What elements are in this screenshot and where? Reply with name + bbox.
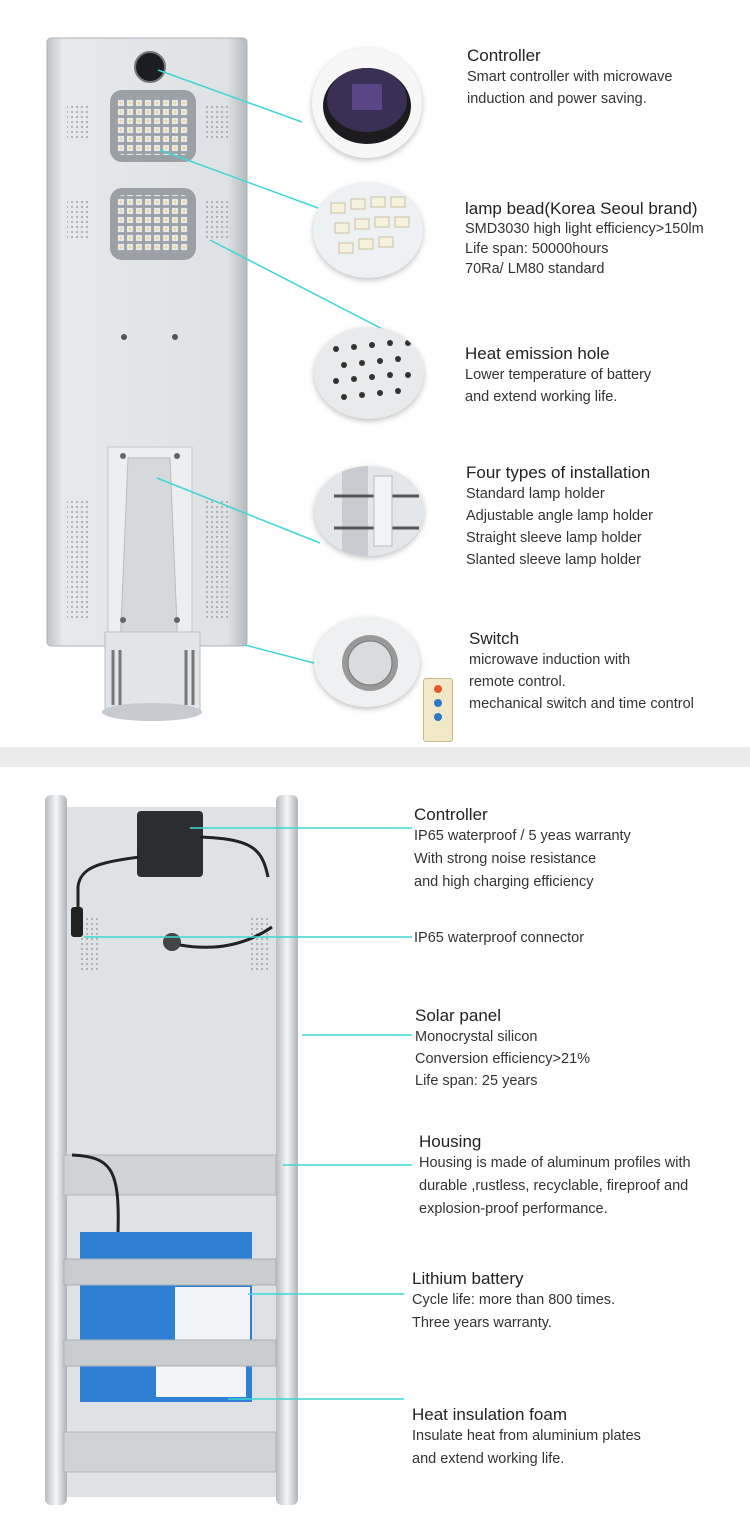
annotation-line: SMD3030 high light efficiency>150lm <box>465 221 704 237</box>
annotation-line: Lower temperature of battery <box>465 367 652 383</box>
annotation-line: microwave induction with <box>469 652 631 668</box>
annotation-line: Cycle life: more than 800 times. <box>412 1292 616 1308</box>
insulation-foam <box>64 1432 276 1472</box>
annotation-line: durable ,rustless, recyclable, fireproof and <box>419 1178 689 1194</box>
annotation-title: Heat emission hole <box>465 344 610 363</box>
annotation-line: and extend working life. <box>465 389 618 405</box>
annotation-line: IP65 waterproof / 5 yeas warranty <box>414 828 631 844</box>
heat-hole-detail-image <box>314 327 424 419</box>
controller-box <box>137 811 203 877</box>
annotation-line: Slanted sleeve lamp holder <box>466 552 641 568</box>
left-rail <box>45 795 67 1505</box>
annotation-line: Housing is made of aluminum profiles with <box>419 1155 691 1171</box>
annotation-connector <box>414 927 584 949</box>
controller-detail-image <box>312 48 422 158</box>
annotation-title: Housing <box>419 1132 482 1151</box>
annotation-line: 70Ra/ LM80 standard <box>465 261 605 277</box>
annotation-line: Insulate heat from aluminium plates <box>412 1428 641 1444</box>
annotation-line: Straight sleeve lamp holder <box>466 530 642 546</box>
annotation-line: mechanical switch and time control <box>469 696 694 712</box>
back-view-panel <box>0 767 750 1535</box>
annotation-title: Heat insulation foam <box>412 1405 567 1424</box>
annotation-housing <box>419 1131 691 1221</box>
annotation-title: Solar panel <box>415 1006 502 1025</box>
annotation-solar-panel <box>415 1005 590 1092</box>
annotation-line: Life span: 25 years <box>415 1073 538 1089</box>
annotation-line: IP65 waterproof connector <box>414 930 585 946</box>
annotation-heat-hole <box>465 343 651 408</box>
annotation-line: and high charging efficiency <box>414 874 594 890</box>
sensor-window <box>135 52 165 82</box>
annotation-line: induction and power saving. <box>467 91 647 107</box>
annotation-line: With strong noise resistance <box>414 851 597 867</box>
annotation-line: Standard lamp holder <box>466 486 605 502</box>
annotation-title: Four types of installation <box>466 463 651 482</box>
housing-crossbar <box>64 1155 276 1195</box>
annotation-line: Smart controller with microwave <box>467 69 673 85</box>
annotation-title: Controller <box>467 46 541 65</box>
annotation-line: explosion-proof performance. <box>419 1201 608 1217</box>
annotation-line: Conversion efficiency>21% <box>415 1051 591 1067</box>
front-view-panel <box>0 0 750 747</box>
switch-detail-image <box>314 617 420 707</box>
annotation-controller <box>467 45 672 110</box>
remote-control-image <box>423 678 453 742</box>
annotation-title: Controller <box>414 805 488 824</box>
annotation-title: Lithium battery <box>412 1269 524 1288</box>
annotation-line: and extend working life. <box>412 1451 565 1467</box>
annotation-line: Life span: 50000hours <box>465 241 609 257</box>
connector-gland <box>163 933 181 951</box>
annotation-battery <box>412 1268 615 1335</box>
lamp-bead-detail-image <box>313 183 423 278</box>
annotation-line: Three years warranty. <box>412 1315 552 1331</box>
annotation-line: Adjustable angle lamp holder <box>466 508 654 524</box>
annotation-switch <box>469 628 694 715</box>
annotation-installation <box>466 462 653 571</box>
annotation-line: Monocrystal silicon <box>415 1029 538 1045</box>
annotation-foam <box>412 1404 641 1471</box>
annotation-title: lamp bead(Korea Seoul brand) <box>465 199 698 218</box>
installation-detail-image <box>314 466 424 556</box>
annotation-lamp-bead <box>465 198 704 279</box>
annotation-title: Switch <box>469 629 520 648</box>
annotation-line: remote control. <box>469 674 566 690</box>
annotation-back-controller <box>414 804 631 894</box>
